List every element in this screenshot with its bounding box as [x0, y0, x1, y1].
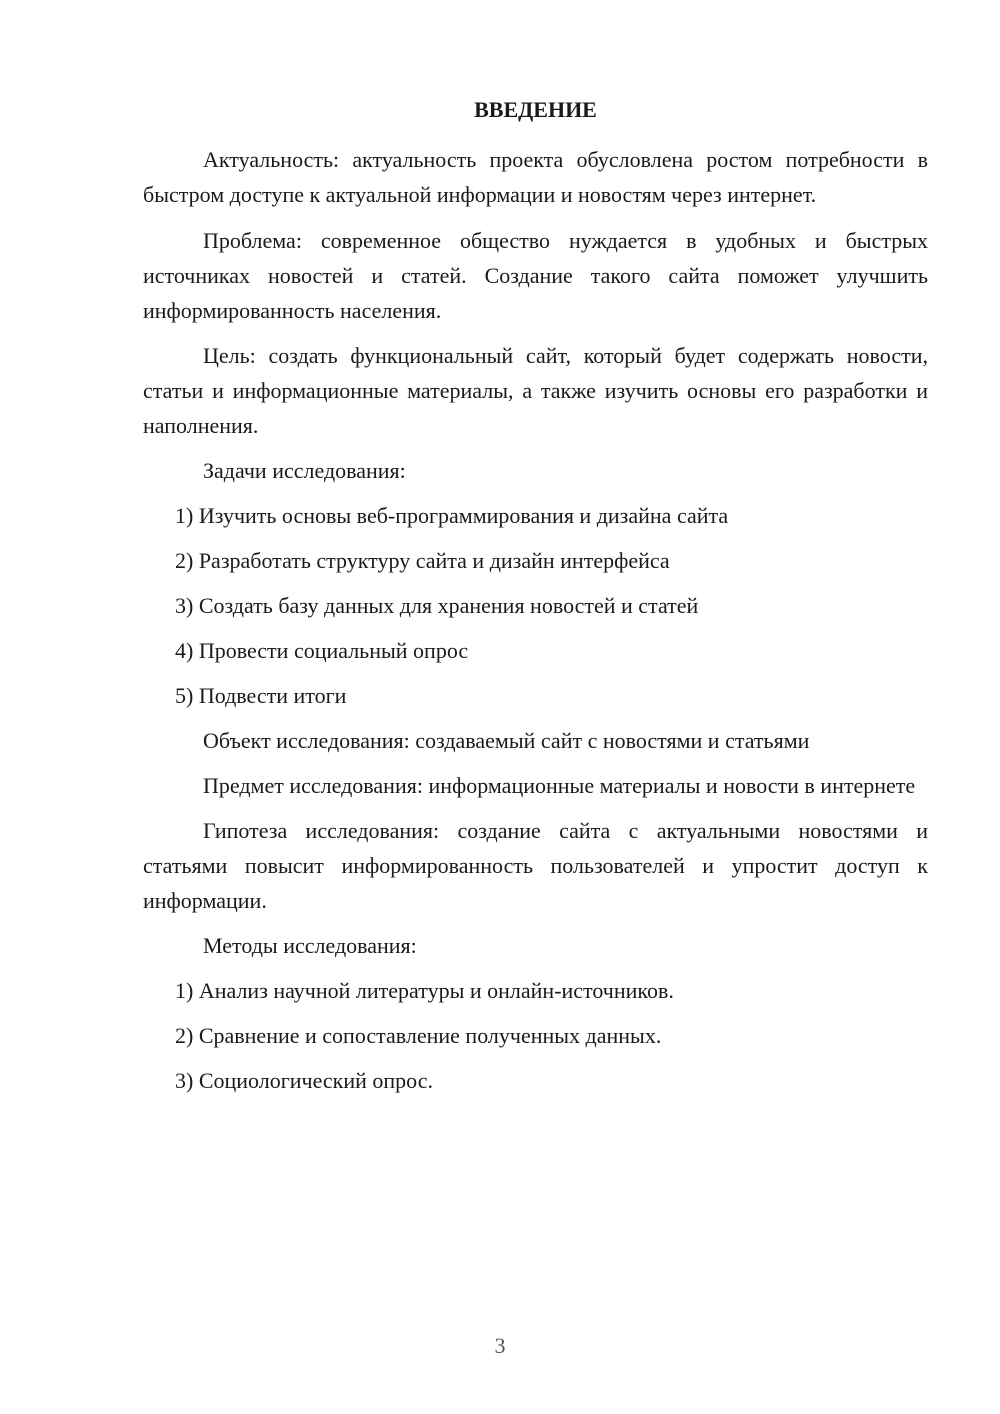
paragraph-relevance: Актуальность: актуальность проекта обусловлена ростом потребности в быстром доступе к актуальной информации и новостям через интернет. — [143, 147, 928, 207]
list-item: 3) Социологический опрос. — [175, 1068, 433, 1093]
page-title: ВВЕДЕНИЕ — [474, 97, 597, 122]
paragraph-object: Объект исследования: создаваемый сайт с новостями и статьями — [203, 728, 810, 753]
tasks-list — [143, 498, 928, 713]
list-item: 2) Сравнение и сопоставление полученных данных. — [175, 1023, 662, 1048]
paragraph-hypothesis: Гипотеза исследования: создание сайта с актуальными новостями и статьями повысит информированность пользователей и упростит доступ к информации. — [143, 818, 928, 913]
list-item: 2) Разработать структуру сайта и дизайн интерфейса — [175, 548, 670, 573]
document-page — [143, 94, 928, 1108]
list-item: 5) Подвести итоги — [175, 683, 347, 708]
paragraph-goal: Цель: создать функциональный сайт, который будет содержать новости, статьи и информационные материалы, а также изучить основы его разработки и наполнения. — [143, 343, 928, 438]
list-item: 1) Анализ научной литературы и онлайн-источников. — [175, 978, 674, 1003]
list-item: 1) Изучить основы веб-программирования и дизайна сайта — [175, 503, 729, 528]
list-item: 4) Провести социальный опрос — [175, 638, 469, 663]
methods-list — [143, 973, 928, 1098]
paragraph-subject: Предмет исследования: информационные материалы и новости в интернете — [203, 773, 916, 798]
list-item: 3) Создать базу данных для хранения новостей и статей — [175, 593, 699, 618]
page-number: 3 — [494, 1333, 506, 1358]
tasks-label: Задачи исследования: — [203, 458, 406, 483]
methods-label: Методы исследования: — [203, 933, 417, 958]
paragraph-problem: Проблема: современное общество нуждается в удобных и быстрых источниках новостей и статей. Создание такого сайта поможет улучшить информированность населения. — [143, 228, 928, 323]
